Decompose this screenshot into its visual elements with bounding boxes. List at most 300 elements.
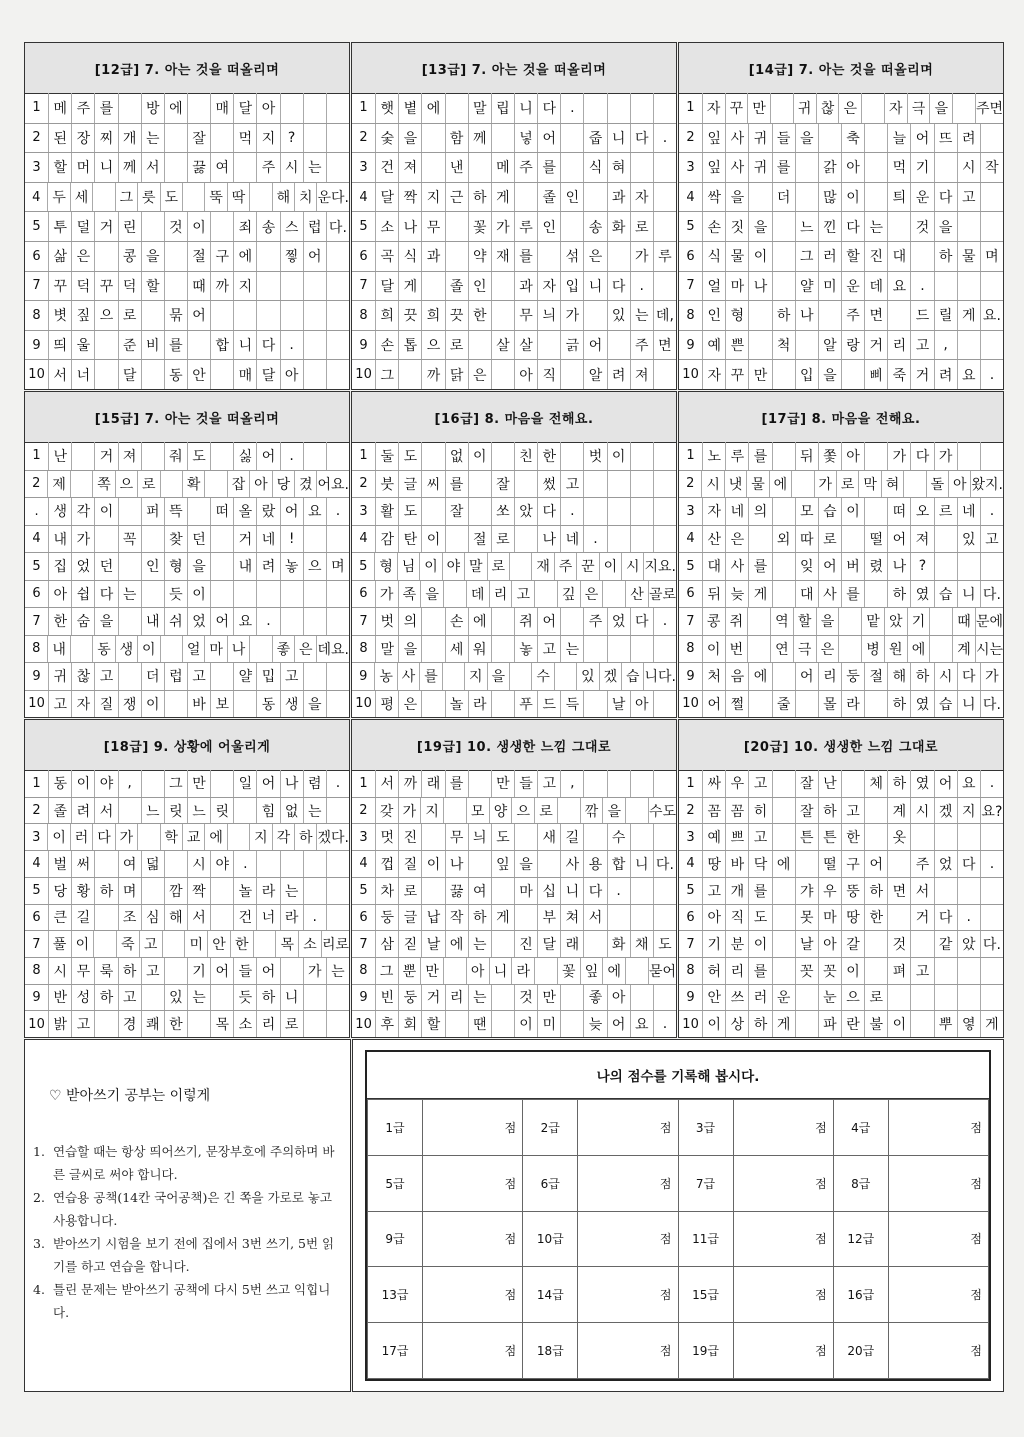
char-cell: 의 [398, 608, 421, 635]
char-cell: 러 [70, 824, 92, 850]
char-cell [560, 1011, 583, 1037]
char-cell: 가 [491, 212, 514, 241]
char-cell: 릴 [934, 301, 957, 330]
char-cell: 납 [421, 905, 444, 931]
char-cell: 어 [280, 498, 303, 525]
char-cell: 좋 [272, 636, 294, 663]
score-input-cell[interactable] [733, 1323, 833, 1379]
dictation-row [679, 580, 1003, 608]
score-input-cell[interactable] [888, 1323, 988, 1379]
char-cell: 로 [491, 526, 514, 553]
char-cell: 주 [910, 851, 933, 877]
score-input-cell[interactable] [578, 1267, 678, 1323]
line-number: 1 [32, 775, 41, 791]
char-cell: . [326, 770, 349, 797]
char-cell: 뒤 [795, 442, 818, 470]
char-cell [491, 691, 514, 718]
char-cell [491, 360, 514, 389]
dictation-panel-title: [16급] 8. 마음을 전해요. [352, 392, 676, 443]
dictation-row [25, 690, 349, 718]
line-number: 8 [686, 307, 695, 323]
char-cell: 숯 [375, 124, 398, 153]
char-cell [934, 526, 957, 553]
char-cell: 지 [420, 798, 443, 824]
char-cell: 요 [630, 1011, 653, 1037]
char-cell: 만 [420, 958, 443, 984]
score-input-cell[interactable] [423, 1155, 523, 1211]
char-cell: 요 [957, 770, 980, 797]
char-cell [326, 124, 349, 153]
score-level-label: 18급 [523, 1323, 578, 1379]
char-cell: 을 [487, 663, 509, 690]
score-unit: 점 [970, 1344, 982, 1359]
char-cell: 데, [653, 301, 676, 330]
char-cell: 아 [841, 153, 864, 182]
char-cell: 어 [187, 301, 210, 330]
char-cell [934, 985, 957, 1011]
char-cell [864, 691, 887, 718]
char-cell [653, 471, 676, 498]
char-cell: 노 [702, 442, 725, 470]
char-cell: . [560, 498, 583, 525]
char-cell [468, 851, 491, 877]
char-cell: 게 [980, 1011, 1003, 1037]
char-cell: ? [910, 553, 933, 580]
char-cell [442, 663, 464, 690]
char-cell: 소 [375, 212, 398, 241]
char-cell: 각 [272, 824, 294, 850]
char-cell [303, 663, 326, 690]
char-cell: 수 [531, 663, 553, 690]
char-cell: 하 [910, 663, 933, 690]
char-cell [303, 124, 326, 153]
char-cell [583, 93, 606, 123]
char-cell: . [583, 526, 606, 553]
char-cell: 당 [48, 878, 71, 904]
char-cell: 따 [795, 526, 818, 553]
char-cell: 달 [375, 183, 398, 212]
char-cell: . [653, 1011, 676, 1037]
char-cell [795, 183, 818, 212]
char-cell [864, 442, 887, 470]
dictation-row [679, 984, 1003, 1011]
char-cell: 밉 [256, 663, 279, 690]
char-cell: 을 [934, 212, 957, 241]
char-cell: 잎 [491, 851, 514, 877]
char-cell: 갖 [375, 798, 398, 824]
char-cell: 처 [702, 663, 725, 690]
char-cell [934, 272, 957, 301]
char-cell: 조 [118, 905, 141, 931]
char-cell: 이 [748, 242, 771, 271]
char-cell [630, 498, 653, 525]
char-cell [560, 442, 583, 470]
char-cell [980, 183, 1003, 212]
char-cell: 달 [233, 93, 256, 123]
dictation-row [679, 770, 1003, 797]
char-cell: 해 [164, 905, 187, 931]
score-row [368, 1267, 989, 1323]
score-table [367, 1099, 989, 1379]
char-cell [326, 331, 349, 360]
char-cell: 동 [164, 360, 187, 389]
char-cell: 식 [398, 242, 421, 271]
dictation-row [679, 662, 1003, 690]
line-number: 9 [359, 989, 368, 1005]
char-cell: 이 [887, 1011, 910, 1037]
char-cell [838, 608, 861, 635]
char-cell: 가 [375, 581, 398, 608]
char-cell: 기 [907, 608, 930, 635]
char-cell: 냇 [724, 471, 746, 498]
char-cell: 한 [864, 905, 887, 931]
char-cell [630, 878, 653, 904]
char-cell [864, 124, 887, 153]
char-cell: 원 [884, 636, 907, 663]
char-cell [303, 301, 326, 330]
line-number: 1 [359, 448, 368, 464]
char-cell: 시 [934, 663, 957, 690]
char-cell: 하 [887, 581, 910, 608]
char-cell: 분 [725, 931, 748, 957]
char-cell: 있 [957, 526, 980, 553]
char-cell: 알 [818, 331, 841, 360]
line-number: 10 [682, 367, 699, 383]
char-cell: 동 [48, 770, 71, 797]
char-cell: 십 [537, 878, 560, 904]
score-unit: 점 [504, 1120, 517, 1135]
char-cell: 상 [725, 1011, 748, 1037]
char-cell: 성 [71, 985, 94, 1011]
char-cell: 니 [233, 331, 256, 360]
char-cell [772, 798, 795, 824]
score-input-cell[interactable] [423, 1211, 523, 1267]
char-cell: 지 [464, 663, 486, 690]
char-cell: 무 [514, 301, 537, 330]
char-cell: 은 [583, 242, 606, 271]
char-cell [934, 824, 957, 850]
line-number: 6 [359, 248, 368, 264]
dictation-row [679, 470, 1003, 498]
char-cell: 래 [421, 770, 444, 797]
char-cell: , [560, 770, 583, 797]
char-cell [934, 878, 957, 904]
char-cell: 찌 [94, 124, 117, 153]
char-cell [864, 498, 887, 525]
char-cell: 립 [491, 93, 514, 123]
char-cell [326, 301, 349, 330]
score-input-cell[interactable] [578, 1211, 678, 1267]
char-cell: 짝 [187, 878, 210, 904]
char-cell: 만 [537, 985, 560, 1011]
dictation-row [679, 271, 1003, 301]
char-cell: 쥐 [514, 608, 537, 635]
char-cell: 도 [187, 442, 210, 470]
char-cell [326, 985, 349, 1011]
score-level-label: 3급 [678, 1100, 733, 1156]
char-cell [980, 331, 1003, 360]
char-cell: 히 [748, 798, 771, 824]
dictation-row [352, 300, 676, 330]
dictation-row [679, 152, 1003, 182]
char-cell: 나 [887, 553, 910, 580]
char-cell: 는 [864, 212, 887, 241]
score-input-cell[interactable] [423, 1267, 523, 1323]
char-cell: 듯 [164, 581, 187, 608]
char-cell [303, 526, 326, 553]
char-cell [256, 851, 279, 877]
char-cell: 번 [725, 636, 748, 663]
char-cell: 다 [630, 124, 653, 153]
char-cell [249, 183, 271, 212]
char-cell [957, 878, 980, 904]
char-cell: 느 [187, 798, 210, 824]
char-cell: 딱 [227, 183, 249, 212]
char-cell: 다 [256, 331, 279, 360]
char-cell: 나 [398, 212, 421, 241]
char-cell: 세 [70, 183, 92, 212]
char-cell: 고 [141, 958, 164, 984]
line-number: 6 [686, 586, 695, 602]
line-number: 3 [359, 159, 368, 175]
char-cell: 이 [514, 1011, 537, 1037]
score-input-cell[interactable] [888, 1267, 988, 1323]
char-cell: 뜩 [164, 498, 187, 525]
char-cell: 고 [910, 958, 933, 984]
char-cell: 직 [725, 905, 748, 931]
char-cell [841, 360, 864, 389]
char-cell [864, 958, 887, 984]
char-cell: 치 [294, 183, 316, 212]
char-cell: 옇 [957, 1011, 980, 1037]
char-cell: 어 [256, 958, 279, 984]
char-cell [560, 985, 583, 1011]
char-cell [233, 301, 256, 330]
dictation-row [25, 497, 349, 525]
char-cell [630, 905, 653, 931]
char-cell [94, 526, 117, 553]
char-cell: 재 [491, 242, 514, 271]
score-input-cell[interactable] [423, 1323, 523, 1379]
char-cell [94, 242, 117, 271]
char-cell: 는 [303, 153, 326, 182]
char-cell: 재 [531, 553, 553, 580]
char-cell: 게 [398, 272, 421, 301]
char-cell: 이 [187, 212, 210, 241]
char-cell [210, 553, 233, 580]
line-number: 6 [32, 586, 41, 602]
dictation-row [679, 690, 1003, 718]
char-cell [929, 636, 952, 663]
char-cell: 찧 [280, 242, 303, 271]
score-level-label: 5급 [368, 1155, 423, 1211]
char-cell: 절 [187, 242, 210, 271]
char-cell: 로 [137, 471, 159, 498]
char-cell: 울 [71, 331, 94, 360]
char-cell: 찮 [816, 93, 839, 123]
char-cell: 다 [92, 824, 114, 850]
char-cell: 서 [48, 360, 71, 389]
char-cell: 리 [445, 985, 468, 1011]
char-cell: 게 [491, 905, 514, 931]
char-cell: 끓 [187, 153, 210, 182]
score-input-cell[interactable] [578, 1100, 678, 1156]
line-number: 2 [359, 476, 368, 492]
char-cell: 꼿 [795, 958, 818, 984]
char-cell: 오 [910, 498, 933, 525]
char-cell: 질 [398, 851, 421, 877]
char-cell: 있 [164, 985, 187, 1011]
char-cell [818, 124, 841, 153]
char-cell: 거 [910, 360, 933, 389]
score-input-cell[interactable] [733, 1155, 833, 1211]
score-input-cell[interactable] [578, 1323, 678, 1379]
char-cell: 꾸 [94, 272, 117, 301]
char-cell: 지요. [643, 553, 676, 580]
char-cell: 끗 [445, 301, 468, 330]
char-cell: 예 [702, 331, 725, 360]
char-cell: . [280, 442, 303, 470]
char-cell: 었 [934, 851, 957, 877]
char-cell: 을 [420, 581, 443, 608]
char-cell [326, 851, 349, 877]
char-cell: 차 [375, 878, 398, 904]
char-cell: 았 [514, 498, 537, 525]
char-cell [748, 526, 771, 553]
char-cell: 말 [375, 636, 398, 663]
char-cell: 후 [375, 1011, 398, 1037]
line-number: 1 [32, 448, 41, 464]
char-cell: 니 [957, 691, 980, 718]
line-number: 5 [359, 883, 368, 899]
char-cell: 갸 [795, 878, 818, 904]
char-cell [910, 824, 933, 850]
char-cell: 하 [748, 1011, 771, 1037]
char-cell: 주 [71, 93, 94, 123]
char-cell [653, 360, 676, 389]
tip-number: 1. [33, 1144, 45, 1159]
char-cell: 당 [272, 471, 294, 498]
char-cell: 을 [725, 183, 748, 212]
score-unit: 점 [659, 1344, 672, 1359]
char-cell: 느 [141, 798, 164, 824]
char-cell: 지 [957, 798, 980, 824]
char-cell: 지 [421, 183, 444, 212]
char-cell: 대 [887, 242, 910, 271]
score-input-cell[interactable] [888, 1211, 988, 1267]
line-number: 4 [686, 189, 695, 205]
char-cell: 요. [980, 301, 1003, 330]
dictation-row [25, 607, 349, 635]
char-cell: 꽃 [557, 958, 580, 984]
char-cell [653, 526, 676, 553]
char-cell [141, 985, 164, 1011]
tip-item [33, 1186, 341, 1232]
dictation-row [679, 930, 1003, 957]
score-unit: 점 [970, 1176, 982, 1191]
dictation-row [679, 877, 1003, 904]
line-number: 9 [686, 989, 695, 1005]
char-cell [303, 331, 326, 360]
score-input-cell[interactable] [423, 1100, 523, 1156]
char-cell [653, 636, 676, 663]
char-cell: 하 [772, 301, 795, 330]
dictation-row [352, 152, 676, 182]
char-cell: 뿌 [934, 1011, 957, 1037]
char-cell: 도 [160, 183, 182, 212]
char-cell: 드 [537, 691, 560, 718]
score-level-label: 20급 [833, 1323, 888, 1379]
char-cell [468, 770, 491, 797]
char-cell: 쁘 [725, 824, 748, 850]
char-cell: 에 [769, 471, 791, 498]
char-cell: . [653, 608, 676, 635]
dictation-row [25, 552, 349, 580]
char-cell [210, 360, 233, 389]
line-number: 7 [686, 278, 695, 294]
char-cell: 시 [280, 153, 303, 182]
char-cell: 하 [818, 798, 841, 824]
score-input-cell[interactable] [578, 1155, 678, 1211]
char-cell: 다 [957, 851, 980, 877]
char-cell: 를 [445, 770, 468, 797]
char-cell [141, 442, 164, 470]
char-cell: 이 [421, 526, 444, 553]
dictation-panel [24, 719, 350, 1038]
char-cell [625, 798, 648, 824]
char-cell: 리 [887, 331, 910, 360]
char-cell [118, 798, 141, 824]
score-input-cell[interactable] [888, 1155, 988, 1211]
char-cell: 보 [210, 691, 233, 718]
char-cell: 야 [94, 770, 117, 797]
char-cell: 는 [468, 931, 491, 957]
char-cell: 밝 [48, 1011, 71, 1037]
char-cell: 살 [514, 331, 537, 360]
char-cell: 쫓 [818, 442, 841, 470]
dictation-grid [679, 770, 1003, 1037]
score-input-cell[interactable] [888, 1100, 988, 1156]
char-cell: 더 [141, 663, 164, 690]
char-cell: 할 [793, 608, 816, 635]
char-cell: 사 [725, 553, 748, 580]
char-cell: 시 [48, 958, 71, 984]
line-number: 5 [359, 219, 368, 235]
char-cell: 짚 [71, 301, 94, 330]
char-cell: 지 [256, 124, 279, 153]
score-input-cell[interactable] [733, 1100, 833, 1156]
char-cell: 고 [537, 770, 560, 797]
char-cell: 지 [249, 824, 271, 850]
char-cell: 덕 [118, 272, 141, 301]
char-cell [607, 498, 630, 525]
char-cell: 야 [210, 851, 233, 877]
char-cell [443, 958, 466, 984]
char-cell: 놀 [445, 691, 468, 718]
char-cell [326, 442, 349, 470]
line-number: 7 [686, 936, 695, 952]
char-cell: 머 [71, 153, 94, 182]
char-cell: 였 [910, 581, 933, 608]
line-number: 4 [32, 856, 41, 872]
score-input-cell[interactable] [733, 1267, 833, 1323]
score-input-cell[interactable] [733, 1211, 833, 1267]
dictation-row [25, 930, 349, 957]
char-cell: 룩 [94, 958, 117, 984]
dictation-row [352, 271, 676, 301]
line-number: 5 [686, 219, 695, 235]
char-cell: 짓 [725, 212, 748, 241]
